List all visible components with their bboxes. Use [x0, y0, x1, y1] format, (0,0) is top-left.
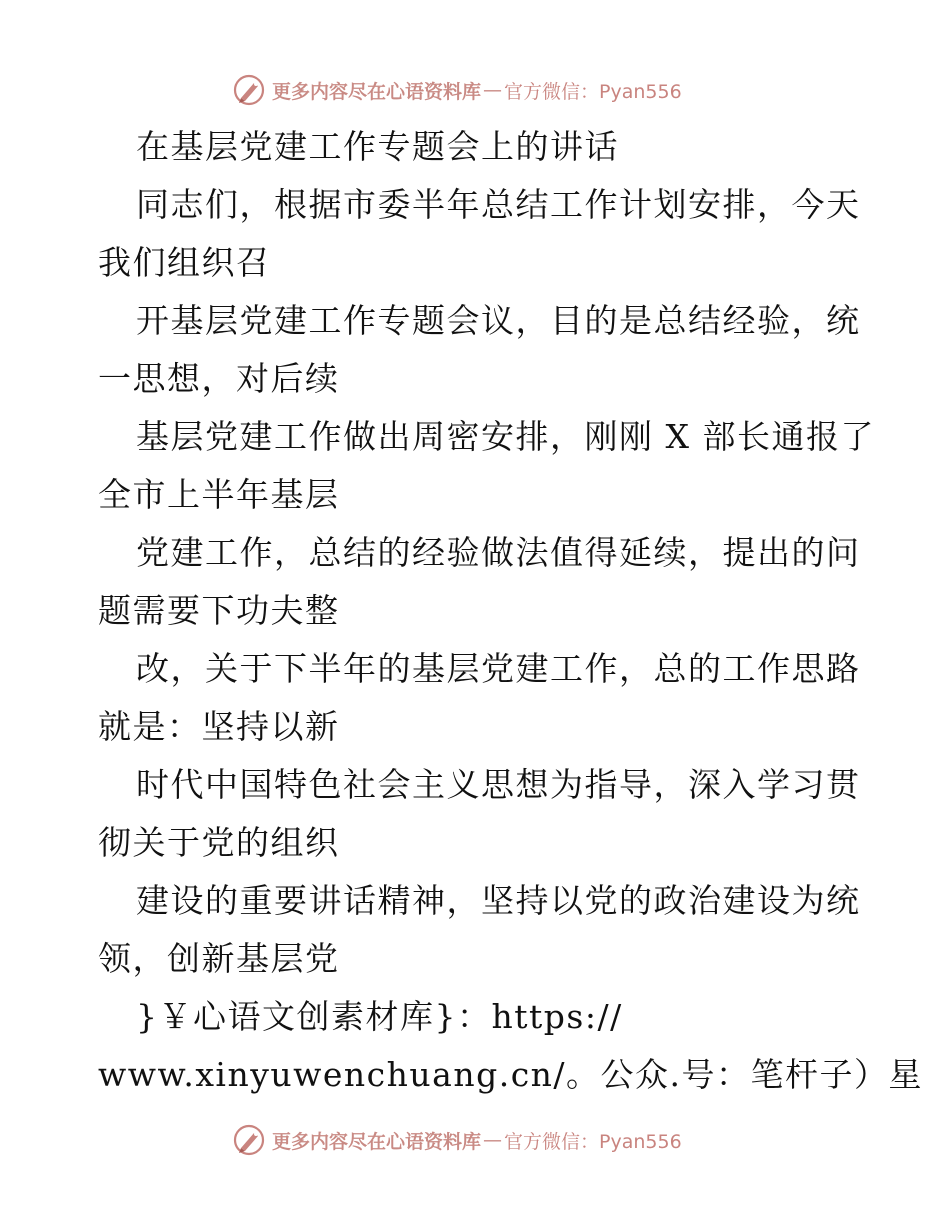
text-line: 时代中国特色社会主义思想为指导，深入学习贯: [136, 765, 861, 804]
pen-logo-icon: [232, 1123, 266, 1157]
text-line: 就是：坚持以新: [98, 707, 340, 746]
watermark-title: 更多内容尽在心语资料库: [272, 1130, 482, 1153]
text-line: 开基层党建工作专题会议，目的是总结经验，统: [136, 301, 861, 340]
text-line: 改，关于下半年的基层党建工作，总的工作思路: [136, 649, 861, 688]
watermark-wechat: 官方微信：Pyan556: [504, 80, 682, 103]
pen-logo-icon: [232, 73, 266, 107]
text-line: 彻关于党的组织: [98, 823, 340, 862]
text-line: 基层党建工作做出周密安排，刚刚 X 部长通报了: [136, 417, 875, 456]
watermark-wechat: 官方微信：Pyan556: [504, 1130, 682, 1153]
text-line: }￥心语文创素材库}：https://: [136, 997, 623, 1036]
text-line: 我们组织召: [98, 243, 271, 282]
text-line: 建设的重要讲话精神，坚持以党的政治建设为统: [136, 881, 861, 920]
text-line: 领，创新基层党: [98, 939, 340, 978]
document-title: 在基层党建工作专题会上的讲话: [136, 127, 619, 166]
text-line: 一思想，对后续: [98, 359, 340, 398]
text-line: 全市上半年基层: [98, 475, 340, 514]
watermark-dash: —: [483, 79, 503, 101]
watermark-title: 更多内容尽在心语资料库: [272, 80, 482, 103]
text-line: 题需要下功夫整: [98, 591, 340, 630]
watermark-dash: —: [483, 1129, 503, 1151]
text-line: 同志们，根据市委半年总结工作计划安排，今天: [136, 185, 861, 224]
document-body: [98, 118, 924, 1104]
header-watermark: [232, 70, 732, 110]
footer-watermark: [232, 1120, 732, 1160]
text-line: 党建工作，总结的经验做法值得延续，提出的问: [136, 533, 861, 572]
text-line: www.xinyuwenchuang.cn/。公众.号：笔杆子）星: [98, 1055, 924, 1094]
